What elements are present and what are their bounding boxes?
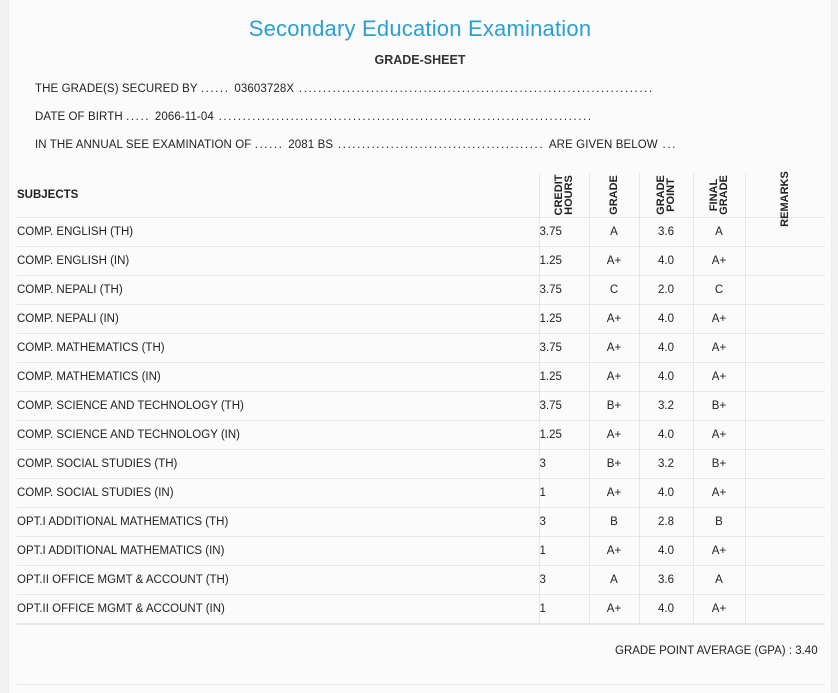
grade-cell: A+ xyxy=(589,536,639,565)
grade-point-cell: 4.0 xyxy=(639,536,693,565)
table-row xyxy=(17,536,825,565)
subject-cell: OPT.I ADDITIONAL MATHEMATICS (IN) xyxy=(17,536,539,565)
table-row xyxy=(17,333,825,362)
credit-hours-cell: 3 xyxy=(539,507,589,536)
subject-cell: OPT.II OFFICE MGMT & ACCOUNT (TH) xyxy=(17,565,539,594)
grade-point-cell: 2.8 xyxy=(639,507,693,536)
table-row xyxy=(17,565,825,594)
remarks-cell xyxy=(745,391,825,420)
grade-point-cell: 3.2 xyxy=(639,449,693,478)
grade-cell: A+ xyxy=(589,594,639,623)
final-grade-cell: A+ xyxy=(693,304,745,333)
dob-line: DATE OF BIRTH ..... 2066-11-04 .............................................................................. xyxy=(35,111,593,123)
grade-cell: A xyxy=(589,565,639,594)
secured-by-line: THE GRADE(S) SECURED BY ...... 03603728X .......................................................................... xyxy=(35,83,654,95)
grade-point-cell: 4.0 xyxy=(639,594,693,623)
gpa-label: GRADE POINT AVERAGE (GPA) : xyxy=(615,645,793,657)
subject-cell: COMP. NEPALI (IN) xyxy=(17,304,539,333)
final-grade-cell: A xyxy=(693,565,745,594)
table-footer-divider xyxy=(17,624,825,625)
final-grade-cell: B+ xyxy=(693,391,745,420)
table-row xyxy=(17,391,825,420)
header-remarks-text: REMARKS xyxy=(779,171,792,227)
subject-cell: COMP. SOCIAL STUDIES (IN) xyxy=(17,478,539,507)
symbol-number: 03603728X xyxy=(234,83,295,95)
table-row xyxy=(17,594,825,623)
grade-point-cell: 2.0 xyxy=(639,275,693,304)
final-grade-cell: A xyxy=(693,217,745,246)
subject-cell: COMP. NEPALI (TH) xyxy=(17,275,539,304)
grade-cell: B+ xyxy=(589,449,639,478)
grade-point-cell: 4.0 xyxy=(639,333,693,362)
grade-point-cell: 4.0 xyxy=(639,304,693,333)
remarks-cell xyxy=(745,275,825,304)
header-grade xyxy=(589,173,639,217)
final-grade-cell: A+ xyxy=(693,333,745,362)
credit-hours-cell: 3.75 xyxy=(539,333,589,362)
final-grade-cell: A+ xyxy=(693,594,745,623)
credit-hours-cell: 3.75 xyxy=(539,391,589,420)
grade-point-cell: 3.6 xyxy=(639,217,693,246)
grade-cell: B+ xyxy=(589,391,639,420)
grade-sheet xyxy=(8,0,832,693)
exam-value: 2081 BS xyxy=(288,139,334,151)
subject-cell: OPT.I ADDITIONAL MATHEMATICS (TH) xyxy=(17,507,539,536)
final-grade-cell: A+ xyxy=(693,362,745,391)
exam-line: IN THE ANNUAL SEE EXAMINATION OF ...... 2081 BS ........................................... ARE GIVEN BELOW ... xyxy=(35,139,677,151)
credit-hours-cell: 3 xyxy=(539,565,589,594)
grade-cell: A+ xyxy=(589,333,639,362)
credit-hours-cell: 1 xyxy=(539,478,589,507)
grade-point-cell: 3.2 xyxy=(639,391,693,420)
subject-cell: COMP. MATHEMATICS (TH) xyxy=(17,333,539,362)
table-row xyxy=(17,275,825,304)
page-subtitle: GRADE-SHEET xyxy=(374,53,466,67)
header-grade-point-text: GRADE POINT xyxy=(655,174,677,215)
header-final-grade xyxy=(693,173,745,217)
grade-point-cell: 4.0 xyxy=(639,420,693,449)
final-grade-cell: C xyxy=(693,275,745,304)
dob-label: DATE OF BIRTH xyxy=(35,111,123,123)
grade-cell: A+ xyxy=(589,304,639,333)
credit-hours-cell: 3 xyxy=(539,449,589,478)
table-header-row xyxy=(17,173,825,217)
table-row xyxy=(17,478,825,507)
header-grade-point xyxy=(639,173,693,217)
credit-hours-cell: 1.25 xyxy=(539,362,589,391)
grade-cell: A+ xyxy=(589,478,639,507)
gpa-value: 3.40 xyxy=(795,645,818,657)
remarks-cell xyxy=(745,304,825,333)
exam-label: IN THE ANNUAL SEE EXAMINATION OF xyxy=(35,139,252,151)
grades-table xyxy=(17,173,825,624)
subject-cell: COMP. ENGLISH (IN) xyxy=(17,246,539,275)
grade-point-cell: 4.0 xyxy=(639,478,693,507)
credit-hours-cell: 1 xyxy=(539,536,589,565)
remarks-cell xyxy=(745,362,825,391)
table-row xyxy=(17,507,825,536)
final-grade-cell: A+ xyxy=(693,536,745,565)
secured-by-label: THE GRADE(S) SECURED BY xyxy=(35,83,198,95)
credit-hours-cell: 3.75 xyxy=(539,217,589,246)
header-subjects: SUBJECTS xyxy=(17,173,539,217)
grade-point-cell: 4.0 xyxy=(639,362,693,391)
table-row xyxy=(17,246,825,275)
subject-cell: COMP. MATHEMATICS (IN) xyxy=(17,362,539,391)
remarks-cell xyxy=(745,507,825,536)
remarks-cell xyxy=(745,333,825,362)
header-final-grade-text: FINAL GRADE xyxy=(708,174,730,215)
table-row xyxy=(17,304,825,333)
final-grade-cell: A+ xyxy=(693,478,745,507)
header-remarks xyxy=(745,171,825,227)
credit-hours-cell: 3.75 xyxy=(539,275,589,304)
table-row xyxy=(17,362,825,391)
remarks-cell xyxy=(745,449,825,478)
given-below-text: ARE GIVEN BELOW xyxy=(548,139,658,151)
subject-cell: COMP. SOCIAL STUDIES (TH) xyxy=(17,449,539,478)
table-row xyxy=(17,449,825,478)
remarks-cell xyxy=(745,246,825,275)
credit-hours-cell: 1 xyxy=(539,594,589,623)
subject-cell: COMP. SCIENCE AND TECHNOLOGY (TH) xyxy=(17,391,539,420)
credit-hours-cell: 1.25 xyxy=(539,304,589,333)
subject-cell: OPT.II OFFICE MGMT & ACCOUNT (IN) xyxy=(17,594,539,623)
table-row xyxy=(17,217,825,246)
page-title: Secondary Education Examination xyxy=(248,16,592,41)
grade-cell: A+ xyxy=(589,362,639,391)
final-grade-cell: A+ xyxy=(693,246,745,275)
grade-cell: A xyxy=(589,217,639,246)
grade-point-cell: 3.6 xyxy=(639,565,693,594)
header-grade-text: GRADE xyxy=(608,174,620,215)
dob-value: 2066-11-04 xyxy=(154,111,214,123)
credit-hours-cell: 1.25 xyxy=(539,420,589,449)
credit-hours-cell: 1.25 xyxy=(539,246,589,275)
remarks-cell xyxy=(745,594,825,623)
header-credit-hours xyxy=(539,173,589,217)
grade-cell: B xyxy=(589,507,639,536)
subject-cell: COMP. ENGLISH (TH) xyxy=(17,217,539,246)
final-grade-cell: B+ xyxy=(693,449,745,478)
final-grade-cell: A+ xyxy=(693,420,745,449)
remarks-cell xyxy=(745,565,825,594)
remarks-cell xyxy=(745,420,825,449)
remarks-cell xyxy=(745,536,825,565)
grade-cell: C xyxy=(589,275,639,304)
grade-cell: A+ xyxy=(589,420,639,449)
remarks-cell xyxy=(745,478,825,507)
table-row xyxy=(17,420,825,449)
bottom-divider xyxy=(17,684,825,685)
grade-point-cell: 4.0 xyxy=(639,246,693,275)
final-grade-cell: B xyxy=(693,507,745,536)
grade-cell: A+ xyxy=(589,246,639,275)
header-credit-hours-text: CREDIT HOURS xyxy=(553,174,575,216)
gpa-line xyxy=(615,645,818,657)
subject-cell: COMP. SCIENCE AND TECHNOLOGY (IN) xyxy=(17,420,539,449)
